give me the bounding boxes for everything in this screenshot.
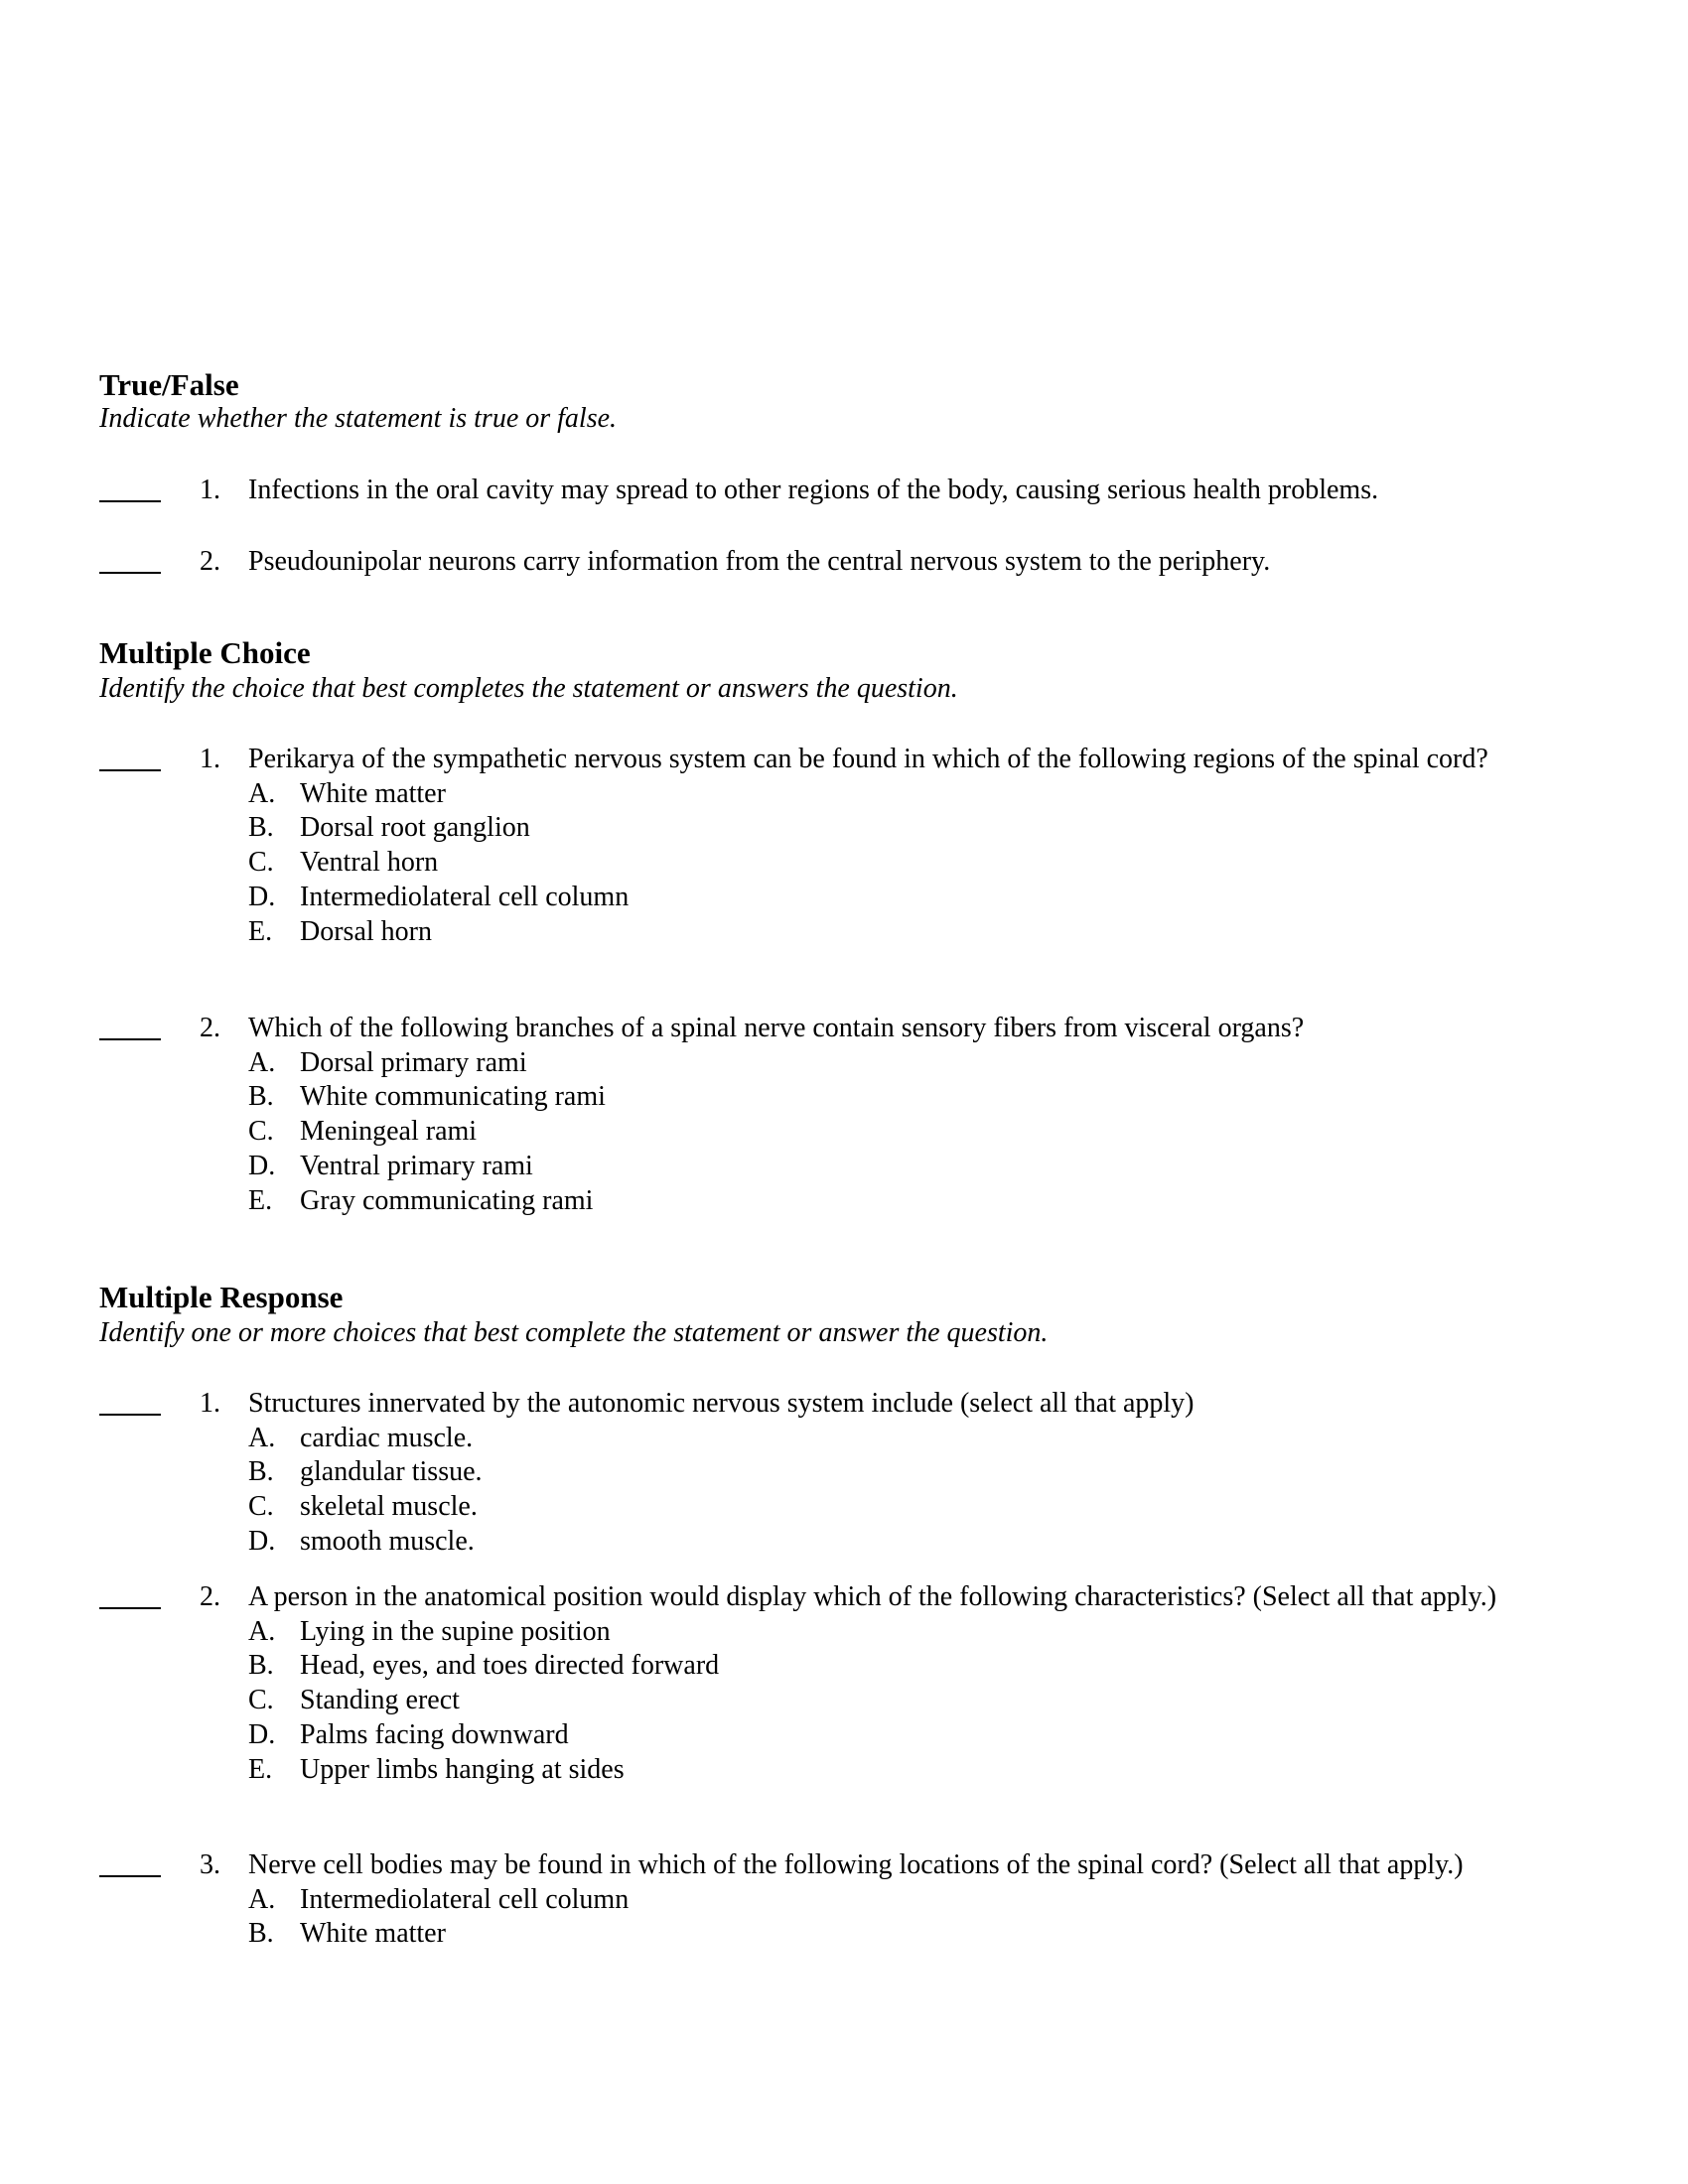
option-text: smooth muscle.: [300, 1525, 475, 1557]
mc-question-2: [99, 1012, 1589, 1218]
answer-blank[interactable]: [99, 1038, 161, 1040]
section-instructions-multiple-response: Identify one or more choices that best complete the statement or answer the question.: [99, 1317, 1049, 1348]
option-text: Dorsal root ganglion: [300, 812, 530, 844]
option-letter: D.: [248, 881, 276, 912]
option-b[interactable]: [248, 1455, 1569, 1490]
question-stem: Infections in the oral cavity may spread to other regions of the body, causing serious health problems.: [248, 475, 1379, 505]
option-text: skeletal muscle.: [300, 1491, 478, 1523]
option-letter: E.: [248, 1753, 273, 1785]
question-number: 1.: [200, 744, 220, 774]
question-number: 1.: [200, 475, 220, 505]
option-b[interactable]: [248, 811, 1569, 846]
answer-blank[interactable]: [99, 1875, 161, 1877]
option-e[interactable]: [248, 1753, 1569, 1788]
tf-question-2: [99, 545, 1589, 580]
option-text: cardiac muscle.: [300, 1422, 474, 1453]
option-letter: A.: [248, 777, 276, 809]
option-d[interactable]: [248, 1525, 1569, 1560]
question-stem: Pseudounipolar neurons carry information from the central nervous system to the periphery.: [248, 546, 1271, 577]
tf-question-1: [99, 474, 1589, 508]
option-letter: C.: [248, 847, 274, 879]
option-letter: D.: [248, 1718, 276, 1750]
option-b[interactable]: [248, 1080, 1569, 1115]
option-e[interactable]: [248, 915, 1569, 950]
section-heading-multiple-choice: Multiple Choice: [99, 635, 311, 670]
option-text: Upper limbs hanging at sides: [300, 1753, 625, 1785]
option-letter: A.: [248, 1422, 276, 1453]
option-text: White matter: [300, 1918, 446, 1950]
answer-blank[interactable]: [99, 1414, 161, 1416]
question-number: 2.: [200, 1013, 220, 1043]
option-text: Meningeal rami: [300, 1116, 478, 1148]
mr-question-2: [99, 1580, 1589, 1787]
option-d[interactable]: [248, 1718, 1569, 1753]
option-text: Dorsal horn: [300, 915, 432, 947]
option-letter: C.: [248, 1116, 274, 1148]
question-stem: Perikarya of the sympathetic nervous system can be found in which of the following regions of the spinal cord?: [248, 744, 1488, 774]
option-text: Intermediolateral cell column: [300, 1883, 630, 1915]
option-d[interactable]: [248, 1150, 1569, 1184]
section-heading-true-false: True/False: [99, 367, 239, 402]
option-b[interactable]: [248, 1649, 1569, 1684]
option-text: Ventral horn: [300, 847, 439, 879]
section-instructions-multiple-choice: Identify the choice that best completes the statement or answers the question.: [99, 673, 958, 704]
question-number: 2.: [200, 546, 220, 577]
option-text: Intermediolateral cell column: [300, 881, 630, 912]
option-letter: D.: [248, 1525, 276, 1557]
option-letter: B.: [248, 1918, 274, 1950]
option-a[interactable]: [248, 1046, 1569, 1081]
option-a[interactable]: [248, 777, 1569, 812]
option-letter: B.: [248, 1456, 274, 1488]
option-text: Ventral primary rami: [300, 1150, 533, 1181]
mr-question-1: [99, 1387, 1589, 1560]
option-letter: E.: [248, 915, 273, 947]
question-stem: A person in the anatomical position would display which of the following characteristics? (Select all that apply.): [248, 1581, 1497, 1612]
option-a[interactable]: [248, 1883, 1569, 1918]
option-text: Palms facing downward: [300, 1718, 569, 1750]
option-a[interactable]: [248, 1422, 1569, 1456]
option-text: glandular tissue.: [300, 1456, 483, 1488]
option-d[interactable]: [248, 881, 1569, 915]
answer-blank[interactable]: [99, 769, 161, 771]
option-c[interactable]: [248, 846, 1569, 881]
option-letter: A.: [248, 1883, 276, 1915]
option-letter: E.: [248, 1184, 273, 1216]
mr-question-3: [99, 1848, 1589, 1952]
question-stem: Nerve cell bodies may be found in which of the following locations of the spinal cord? (Select all that apply.): [248, 1849, 1464, 1880]
option-c[interactable]: [248, 1684, 1569, 1718]
answer-blank[interactable]: [99, 572, 161, 574]
option-text: White matter: [300, 777, 446, 809]
question-number: 3.: [200, 1849, 220, 1880]
option-c[interactable]: [248, 1490, 1569, 1525]
section-heading-multiple-response: Multiple Response: [99, 1280, 344, 1314]
option-text: Dorsal primary rami: [300, 1046, 527, 1078]
option-text: White communicating rami: [300, 1081, 606, 1113]
question-stem: Which of the following branches of a spinal nerve contain sensory fibers from visceral organs?: [248, 1013, 1305, 1043]
option-letter: B.: [248, 812, 274, 844]
option-text: Head, eyes, and toes directed forward: [300, 1650, 720, 1682]
option-text: Lying in the supine position: [300, 1615, 611, 1647]
question-number: 1.: [200, 1388, 220, 1419]
option-letter: B.: [248, 1650, 274, 1682]
question-stem: Structures innervated by the autonomic nervous system include (select all that apply): [248, 1388, 1195, 1419]
option-letter: A.: [248, 1615, 276, 1647]
section-instructions-true-false: Indicate whether the statement is true or false.: [99, 403, 618, 434]
option-letter: B.: [248, 1081, 274, 1113]
option-b[interactable]: [248, 1917, 1569, 1952]
option-letter: C.: [248, 1491, 274, 1523]
option-letter: D.: [248, 1150, 276, 1181]
question-number: 2.: [200, 1581, 220, 1612]
option-letter: A.: [248, 1046, 276, 1078]
option-a[interactable]: [248, 1615, 1569, 1650]
option-c[interactable]: [248, 1115, 1569, 1150]
answer-blank[interactable]: [99, 1607, 161, 1609]
option-letter: C.: [248, 1685, 274, 1716]
answer-blank[interactable]: [99, 500, 161, 502]
option-text: Standing erect: [300, 1685, 460, 1716]
option-e[interactable]: [248, 1184, 1569, 1219]
option-text: Gray communicating rami: [300, 1184, 594, 1216]
mc-question-1: [99, 743, 1589, 949]
